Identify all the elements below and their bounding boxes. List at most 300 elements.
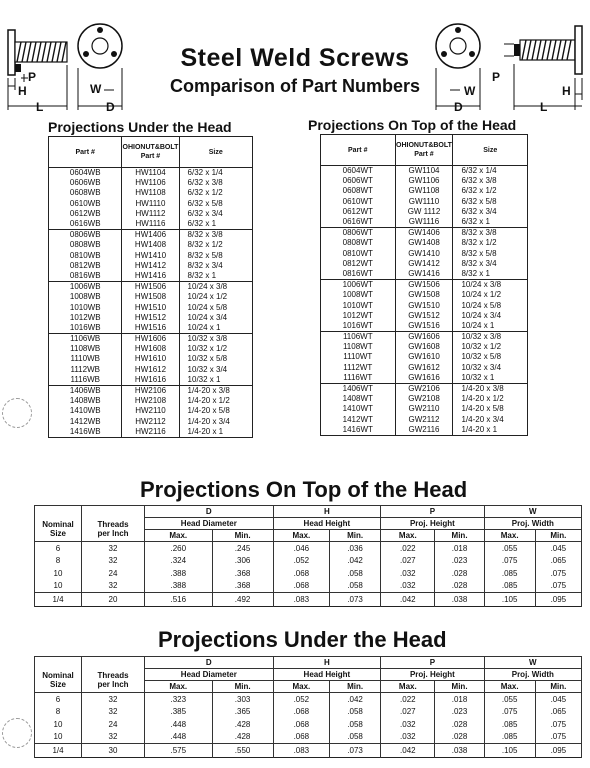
table-row <box>321 373 528 384</box>
size-cell: 1/4-20 x 5/8 <box>187 406 230 416</box>
col-header-size: Size <box>179 137 252 168</box>
max-header: Max. <box>273 681 329 693</box>
min-header: Min. <box>435 530 484 542</box>
size-cell: 10/24 x 5/8 <box>461 300 502 310</box>
dimension-value-cell: .058 <box>330 580 381 593</box>
ohio-part-number-cell: GW1110 <box>395 197 453 207</box>
dimension-value-cell: .018 <box>435 542 484 555</box>
dim-under-table <box>34 656 582 758</box>
part-number-cell: 0612WB <box>49 209 122 219</box>
min-header: Min. <box>330 681 381 693</box>
table-row <box>49 427 253 438</box>
dimension-value-cell: .028 <box>435 567 484 580</box>
table-row <box>321 383 528 394</box>
max-header: Max. <box>381 681 435 693</box>
table-row <box>321 300 528 310</box>
label-h-right: H <box>562 84 571 98</box>
size-cell: 10/24 x 1 <box>187 322 221 332</box>
part-number-cell: 0606WB <box>49 178 122 188</box>
size-cell: 1/4-20 x 1/2 <box>187 396 230 406</box>
part-number-cell: 1408WB <box>49 396 122 406</box>
nominal-size-cell: 1/4 <box>35 744 82 758</box>
size-cell: 10/24 x 3/8 <box>187 282 228 292</box>
table-row <box>49 168 253 179</box>
max-header: Max. <box>484 681 535 693</box>
label-p-right: P <box>492 70 501 84</box>
dimension-value-cell: .038 <box>435 593 484 607</box>
part-number-cell: 1012WT <box>321 311 396 321</box>
size-cell: 10/32 x 1/2 <box>187 344 228 354</box>
max-header: Max. <box>145 530 213 542</box>
size-cell: 6/32 x 1 <box>461 217 490 227</box>
nominal-size-header: Nominal Size <box>35 518 82 542</box>
dim-top-heading: Projections On Top of the Head <box>140 477 468 502</box>
table-row <box>49 334 253 345</box>
size-cell: 1/4-20 x 1 <box>187 426 224 436</box>
dimension-value-cell: .023 <box>435 555 484 568</box>
dimension-value-cell: .368 <box>212 580 273 593</box>
letters-row <box>35 657 582 669</box>
part-number-cell: 0808WB <box>49 240 122 250</box>
part-number-cell: 1110WB <box>49 354 122 364</box>
size-cell: 1/4-20 x 5/8 <box>461 404 504 414</box>
dimension-value-cell: .306 <box>212 555 273 568</box>
size-cell: 10/32 x 3/8 <box>461 332 502 342</box>
size-cell: 1/4-20 x 3/8 <box>187 386 230 396</box>
size-cell: 8/32 x 1 <box>187 270 217 280</box>
dimension-letter: P <box>381 657 484 669</box>
page-title: Steel Weld Screws <box>180 44 410 72</box>
table-row <box>35 706 582 719</box>
dimension-value-cell: .028 <box>435 718 484 731</box>
dimension-value-cell: .388 <box>145 567 213 580</box>
dimension-value-cell: .095 <box>535 593 581 607</box>
table-row <box>321 249 528 259</box>
table-row <box>35 542 582 555</box>
part-number-cell: 0810WB <box>49 251 122 261</box>
max-header: Max. <box>273 530 329 542</box>
table-row <box>49 240 253 250</box>
size-cell: 10/24 x 5/8 <box>187 302 228 312</box>
ohio-part-number-cell: HW1406 <box>122 230 179 241</box>
ohio-part-number-cell: GW2116 <box>395 425 453 436</box>
dimension-value-cell: .085 <box>484 731 535 744</box>
size-cell: 10/24 x 1/2 <box>461 290 502 300</box>
dimension-value-cell: .045 <box>535 542 581 555</box>
blank-header <box>82 657 145 669</box>
max-header: Max. <box>145 681 213 693</box>
table-row <box>321 238 528 248</box>
dimension-group-header: Head Height <box>273 669 381 681</box>
dimension-value-cell: .028 <box>435 580 484 593</box>
part-number-cell: 0608WT <box>321 186 396 196</box>
ohio-part-number-cell: HW1612 <box>122 365 179 375</box>
part-number-cell: 1410WB <box>49 406 122 416</box>
part-number-cell: 1412WT <box>321 415 396 425</box>
table-row <box>49 396 253 406</box>
dimension-group-header: Proj. Width <box>484 518 581 530</box>
label-d-left: D <box>106 100 115 114</box>
size-cell: 6/32 x 3/8 <box>461 176 497 186</box>
dimension-value-cell: .428 <box>212 731 273 744</box>
dimension-value-cell: .085 <box>484 580 535 593</box>
dimension-group-header: Head Height <box>273 518 381 530</box>
size-cell: 6/32 x 1/4 <box>187 168 223 178</box>
label-h-left: H <box>18 84 27 98</box>
ohio-part-number-cell: HW1510 <box>122 302 179 312</box>
table-row <box>49 385 253 396</box>
size-cell: 6/32 x 5/8 <box>187 198 223 208</box>
dimension-value-cell: .042 <box>330 693 381 706</box>
table-row <box>35 718 582 731</box>
table-row <box>321 166 528 177</box>
col-header-ohio-part: OHIONUT&BOLT Part # <box>122 137 179 168</box>
ohio-part-number-cell: GW1510 <box>395 300 453 310</box>
dimension-value-cell: .085 <box>484 567 535 580</box>
dimension-value-cell: .083 <box>273 744 329 758</box>
col-header-ohio-part: OHIONUT&BOLT Part # <box>395 135 453 166</box>
col-header-part: Part # <box>49 137 122 168</box>
dimension-value-cell: .075 <box>535 718 581 731</box>
part-number-cell: 1406WB <box>49 385 122 396</box>
ohio-part-number-cell: GW1612 <box>395 363 453 373</box>
ohio-part-number-cell: HW1412 <box>122 261 179 271</box>
label-w-left: W <box>90 82 102 96</box>
ohio-part-number-cell: HW1416 <box>122 271 179 282</box>
part-number-cell: 1410WT <box>321 404 396 414</box>
dimension-value-cell: .068 <box>273 706 329 719</box>
dimension-letter: W <box>484 657 581 669</box>
ohio-part-number-cell: GW1610 <box>395 352 453 362</box>
ohio-part-number-cell: HW1408 <box>122 240 179 250</box>
part-number-cell: 1108WB <box>49 344 122 354</box>
threads-cell: 32 <box>82 542 145 555</box>
part-number-cell: 0612WT <box>321 207 396 217</box>
ohio-part-number-cell: GW 1112 <box>395 207 453 217</box>
part-number-cell: 1116WT <box>321 373 396 384</box>
blank-header <box>82 506 145 518</box>
ohio-part-number-cell: HW1506 <box>122 282 179 293</box>
dimension-value-cell: .068 <box>273 718 329 731</box>
ohio-part-number-cell: HW1104 <box>122 168 179 179</box>
table-row <box>321 352 528 362</box>
dimension-value-cell: .058 <box>330 718 381 731</box>
dimension-value-cell: .018 <box>435 693 484 706</box>
binder-hole <box>2 398 32 428</box>
part-number-cell: 0616WB <box>49 219 122 230</box>
size-cell: 1/4-20 x 3/4 <box>461 414 504 424</box>
dimension-value-cell: .028 <box>435 731 484 744</box>
ohio-part-number-cell: GW1412 <box>395 259 453 269</box>
ohio-part-number-cell: GW1416 <box>395 269 453 280</box>
size-cell: 10/24 x 3/4 <box>461 310 502 320</box>
part-number-cell: 1006WT <box>321 280 396 291</box>
table-row <box>321 228 528 239</box>
size-cell: 1/4-20 x 1/2 <box>461 394 504 404</box>
dimension-value-cell: .065 <box>535 706 581 719</box>
dimension-group-header: Proj. Height <box>381 669 484 681</box>
ohio-part-number-cell: GW1106 <box>395 176 453 186</box>
table-row <box>321 342 528 352</box>
dimension-value-cell: .260 <box>145 542 213 555</box>
table-row <box>49 251 253 261</box>
dimension-value-cell: .038 <box>435 744 484 758</box>
nominal-size-cell: 10 <box>35 580 82 593</box>
table-row <box>49 406 253 416</box>
dimension-value-cell: .448 <box>145 718 213 731</box>
ohio-part-number-cell: GW2108 <box>395 394 453 404</box>
table-row <box>49 302 253 312</box>
dimension-group-header: Proj. Height <box>381 518 484 530</box>
nominal-size-cell: 10 <box>35 567 82 580</box>
under-head-parts-heading: Projections Under the Head <box>48 119 232 135</box>
table-row <box>49 261 253 271</box>
dimension-value-cell: .073 <box>330 593 381 607</box>
dimension-value-cell: .055 <box>484 693 535 706</box>
table-row <box>321 404 528 414</box>
dimension-value-cell: .428 <box>212 718 273 731</box>
part-number-cell: 0616WT <box>321 217 396 228</box>
dimension-value-cell: .027 <box>381 706 435 719</box>
ohio-part-number-cell: GW1506 <box>395 280 453 291</box>
dimension-value-cell: .448 <box>145 731 213 744</box>
ohio-part-number-cell: GW1516 <box>395 321 453 332</box>
min-header: Min. <box>212 681 273 693</box>
min-header: Min. <box>535 530 581 542</box>
size-cell: 10/24 x 1/2 <box>187 292 228 302</box>
dimension-value-cell: .388 <box>145 580 213 593</box>
table-row <box>49 417 253 427</box>
ohio-part-number-cell: HW2116 <box>122 427 179 438</box>
part-number-cell: 0816WB <box>49 271 122 282</box>
table-row <box>49 188 253 198</box>
ohio-part-number-cell: GW2110 <box>395 404 453 414</box>
table-row <box>321 269 528 280</box>
size-cell: 10/32 x 3/8 <box>187 334 228 344</box>
table-row <box>35 693 582 706</box>
dimension-value-cell: .075 <box>484 555 535 568</box>
ohio-part-number-cell: HW2110 <box>122 406 179 416</box>
max-header: Max. <box>381 530 435 542</box>
part-number-cell: 0812WB <box>49 261 122 271</box>
ohio-part-number-cell: HW2112 <box>122 417 179 427</box>
col-header-part: Part # <box>321 135 396 166</box>
dimension-letter: D <box>145 506 274 518</box>
dimension-value-cell: .075 <box>535 567 581 580</box>
ohio-part-number-cell: GW1608 <box>395 342 453 352</box>
ohio-part-number-cell: HW1110 <box>122 199 179 209</box>
dimension-value-cell: .365 <box>212 706 273 719</box>
threads-cell: 30 <box>82 744 145 758</box>
label-d-right: D <box>454 100 463 114</box>
dimension-value-cell: .068 <box>273 731 329 744</box>
dimension-value-cell: .022 <box>381 542 435 555</box>
size-cell: 8/32 x 1/2 <box>187 240 223 250</box>
ohio-part-number-cell: GW1606 <box>395 332 453 343</box>
nominal-size-cell: 10 <box>35 731 82 744</box>
dimension-value-cell: .023 <box>435 706 484 719</box>
size-cell: 8/32 x 3/4 <box>187 260 223 270</box>
part-number-cell: 0806WT <box>321 228 396 239</box>
nominal-size-cell: 6 <box>35 542 82 555</box>
table-row <box>49 178 253 188</box>
table-row <box>35 555 582 568</box>
size-cell: 1/4-20 x 1 <box>461 424 498 434</box>
size-cell: 8/32 x 3/8 <box>461 228 497 238</box>
label-l-right: L <box>540 100 548 114</box>
ohio-part-number-cell: GW1116 <box>395 217 453 228</box>
dim-top-table <box>34 505 582 607</box>
nominal-size-cell: 10 <box>35 718 82 731</box>
part-number-cell: 1408WT <box>321 394 396 404</box>
part-number-cell: 0608WB <box>49 188 122 198</box>
nominal-size-cell: 8 <box>35 555 82 568</box>
label-p-left: P <box>28 70 37 84</box>
min-header: Min. <box>330 530 381 542</box>
table-row <box>321 332 528 343</box>
letters-row <box>35 506 582 518</box>
dimension-value-cell: .385 <box>145 706 213 719</box>
col-header-size: Size <box>453 135 528 166</box>
nominal-size-cell: 6 <box>35 693 82 706</box>
size-cell: 10/32 x 1 <box>461 372 495 382</box>
ohio-part-number-cell: GW1408 <box>395 238 453 248</box>
ohio-part-number-cell: HW1106 <box>122 178 179 188</box>
dimension-value-cell: .032 <box>381 718 435 731</box>
part-number-cell: 0610WT <box>321 197 396 207</box>
part-number-cell: 1016WT <box>321 321 396 332</box>
size-cell: 6/32 x 1/2 <box>187 188 223 198</box>
part-number-cell: 1016WB <box>49 323 122 334</box>
dimension-value-cell: .095 <box>535 744 581 758</box>
table-row <box>321 394 528 404</box>
dimension-value-cell: .052 <box>273 693 329 706</box>
size-cell: 10/24 x 3/8 <box>461 280 502 290</box>
ohio-part-number-cell: GW1512 <box>395 311 453 321</box>
part-number-cell: 1106WT <box>321 332 396 343</box>
ohio-part-number-cell: GW1616 <box>395 373 453 384</box>
threads-cell: 32 <box>82 731 145 744</box>
ohio-part-number-cell: HW1108 <box>122 188 179 198</box>
dimension-value-cell: .068 <box>273 567 329 580</box>
table-row <box>321 280 528 291</box>
dimension-value-cell: .073 <box>330 744 381 758</box>
size-cell: 10/32 x 1 <box>187 374 221 384</box>
ohio-part-number-cell: HW1616 <box>122 375 179 386</box>
size-cell: 8/32 x 5/8 <box>187 250 223 260</box>
dimension-value-cell: .303 <box>212 693 273 706</box>
part-number-cell: 1110WT <box>321 352 396 362</box>
blank-header <box>35 657 82 669</box>
dimension-value-cell: .042 <box>381 744 435 758</box>
table-row <box>49 271 253 282</box>
size-cell: 6/32 x 5/8 <box>461 196 497 206</box>
max-header: Max. <box>484 530 535 542</box>
threads-per-inch-header: Threads per Inch <box>82 518 145 542</box>
part-number-cell: 1112WB <box>49 365 122 375</box>
group-row <box>35 669 582 681</box>
ohio-part-number-cell: HW1512 <box>122 313 179 323</box>
table-row <box>321 259 528 269</box>
table-row <box>321 363 528 373</box>
table-row <box>321 186 528 196</box>
part-number-cell: 1010WB <box>49 302 122 312</box>
dimension-letter: D <box>145 657 274 669</box>
on-top-parts-table <box>320 134 528 436</box>
threads-cell: 24 <box>82 718 145 731</box>
part-number-cell: 1416WB <box>49 427 122 438</box>
dimension-value-cell: .032 <box>381 731 435 744</box>
dimension-value-cell: .022 <box>381 693 435 706</box>
size-cell: 10/32 x 3/4 <box>187 364 228 374</box>
part-number-cell: 0610WB <box>49 199 122 209</box>
part-number-cell: 1416WT <box>321 425 396 436</box>
table-row <box>49 365 253 375</box>
size-cell: 8/32 x 1 <box>461 268 490 278</box>
dimension-value-cell: .105 <box>484 593 535 607</box>
dimension-value-cell: .105 <box>484 744 535 758</box>
dimension-group-header: Proj. Width <box>484 669 581 681</box>
under-head-parts-table <box>48 136 253 438</box>
ohio-part-number-cell: HW1606 <box>122 334 179 345</box>
size-cell: 10/32 x 3/4 <box>461 362 502 372</box>
dimension-value-cell: .068 <box>273 580 329 593</box>
dimension-letter: H <box>273 506 381 518</box>
part-number-cell: 1108WT <box>321 342 396 352</box>
table-row <box>321 321 528 332</box>
part-number-cell: 1012WB <box>49 313 122 323</box>
size-cell: 6/32 x 1/2 <box>461 186 497 196</box>
table-row <box>49 199 253 209</box>
dimension-value-cell: .032 <box>381 567 435 580</box>
ohio-part-number-cell: HW1508 <box>122 292 179 302</box>
table-row <box>49 292 253 302</box>
part-number-cell: 1112WT <box>321 363 396 373</box>
dimension-value-cell: .046 <box>273 542 329 555</box>
dimension-value-cell: .550 <box>212 744 273 758</box>
dimension-value-cell: .045 <box>535 693 581 706</box>
dimension-value-cell: .075 <box>535 580 581 593</box>
dimension-value-cell: .042 <box>381 593 435 607</box>
dimension-value-cell: .055 <box>484 542 535 555</box>
dimension-value-cell: .245 <box>212 542 273 555</box>
ohio-part-number-cell: GW1104 <box>395 166 453 177</box>
table-row <box>35 567 582 580</box>
table-row <box>321 217 528 228</box>
table-row <box>35 580 582 593</box>
table-row <box>321 176 528 186</box>
part-number-cell: 1008WT <box>321 290 396 300</box>
table-row <box>321 207 528 217</box>
min-header: Min. <box>212 530 273 542</box>
dimension-value-cell: .027 <box>381 555 435 568</box>
part-number-cell: 1106WB <box>49 334 122 345</box>
table-row <box>321 425 528 436</box>
threads-cell: 32 <box>82 693 145 706</box>
size-cell: 8/32 x 5/8 <box>461 248 497 258</box>
table-row <box>49 282 253 293</box>
part-number-cell: 1008WB <box>49 292 122 302</box>
dimension-value-cell: .324 <box>145 555 213 568</box>
size-cell: 6/32 x 1 <box>187 219 217 229</box>
threads-cell: 32 <box>82 555 145 568</box>
min-header: Min. <box>435 681 484 693</box>
dimension-value-cell: .058 <box>330 731 381 744</box>
ohio-part-number-cell: GW1508 <box>395 290 453 300</box>
size-cell: 10/32 x 5/8 <box>461 352 502 362</box>
dimension-letter: W <box>484 506 581 518</box>
table-row <box>35 593 582 607</box>
